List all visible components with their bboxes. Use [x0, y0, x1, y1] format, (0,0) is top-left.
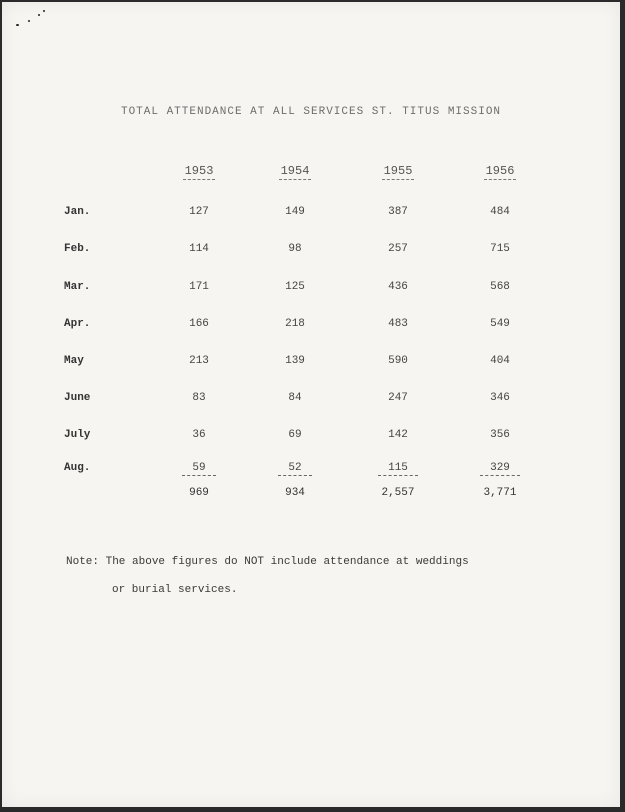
year-header: 1956 [485, 164, 515, 178]
table-cell: 84 [288, 392, 302, 404]
table-cell: 139 [285, 355, 305, 367]
month-label: Feb. [64, 243, 91, 255]
ink-speck [16, 24, 19, 26]
table-cell: 36 [192, 429, 206, 441]
total-cell: 969 [189, 487, 209, 499]
year-header: 1953 [184, 164, 214, 178]
month-label: June [64, 392, 91, 404]
table-cell: 257 [388, 243, 408, 255]
ink-speck [38, 14, 40, 16]
month-label: May [64, 355, 84, 367]
total-cell: 3,771 [483, 487, 517, 499]
table-cell: 213 [189, 355, 209, 367]
document-page [2, 2, 620, 807]
total-cell: 2,557 [381, 487, 415, 499]
ink-speck [28, 20, 30, 22]
table-cell: 166 [189, 318, 209, 330]
footnote-line-1: Note: The above figures do NOT include attendance at weddings [66, 556, 469, 568]
table-cell: 346 [490, 392, 510, 404]
table-cell: 568 [490, 281, 510, 293]
table-cell: 483 [388, 318, 408, 330]
table-cell: 715 [490, 243, 510, 255]
table-cell: 149 [285, 206, 305, 218]
table-cell: 142 [388, 429, 408, 441]
table-cell: 52 [265, 462, 325, 474]
ink-speck [43, 10, 45, 12]
month-label: Apr. [64, 318, 91, 330]
footnote [66, 548, 469, 604]
table-cell: 387 [388, 206, 408, 218]
total-cell: 934 [285, 487, 305, 499]
table-cell: 83 [192, 392, 206, 404]
table-cell: 218 [285, 318, 305, 330]
table-cell: 329 [470, 462, 530, 474]
table-cell: 356 [490, 429, 510, 441]
table-cell: 590 [388, 355, 408, 367]
table-cell: 115 [368, 462, 428, 474]
month-label: July [64, 429, 91, 441]
month-label: Aug. [64, 462, 91, 474]
table-cell: 125 [285, 281, 305, 293]
month-label: Mar. [64, 281, 91, 293]
table-cell: 98 [288, 243, 302, 255]
table-cell: 127 [189, 206, 209, 218]
table-cell: 436 [388, 281, 408, 293]
table-cell: 484 [490, 206, 510, 218]
table-cell: 171 [189, 281, 209, 293]
table-cell: 59 [169, 462, 229, 474]
table-cell: 114 [189, 243, 209, 255]
year-header: 1954 [280, 164, 310, 178]
year-header: 1955 [383, 164, 413, 178]
document-title: TOTAL ATTENDANCE AT ALL SERVICES ST. TITUS MISSION [120, 106, 502, 118]
table-cell: 69 [288, 429, 302, 441]
table-cell: 549 [490, 318, 510, 330]
table-cell: 404 [490, 355, 510, 367]
table-cell: 247 [388, 392, 408, 404]
footnote-line-2: or burial services. [112, 584, 238, 596]
month-label: Jan. [64, 206, 91, 218]
